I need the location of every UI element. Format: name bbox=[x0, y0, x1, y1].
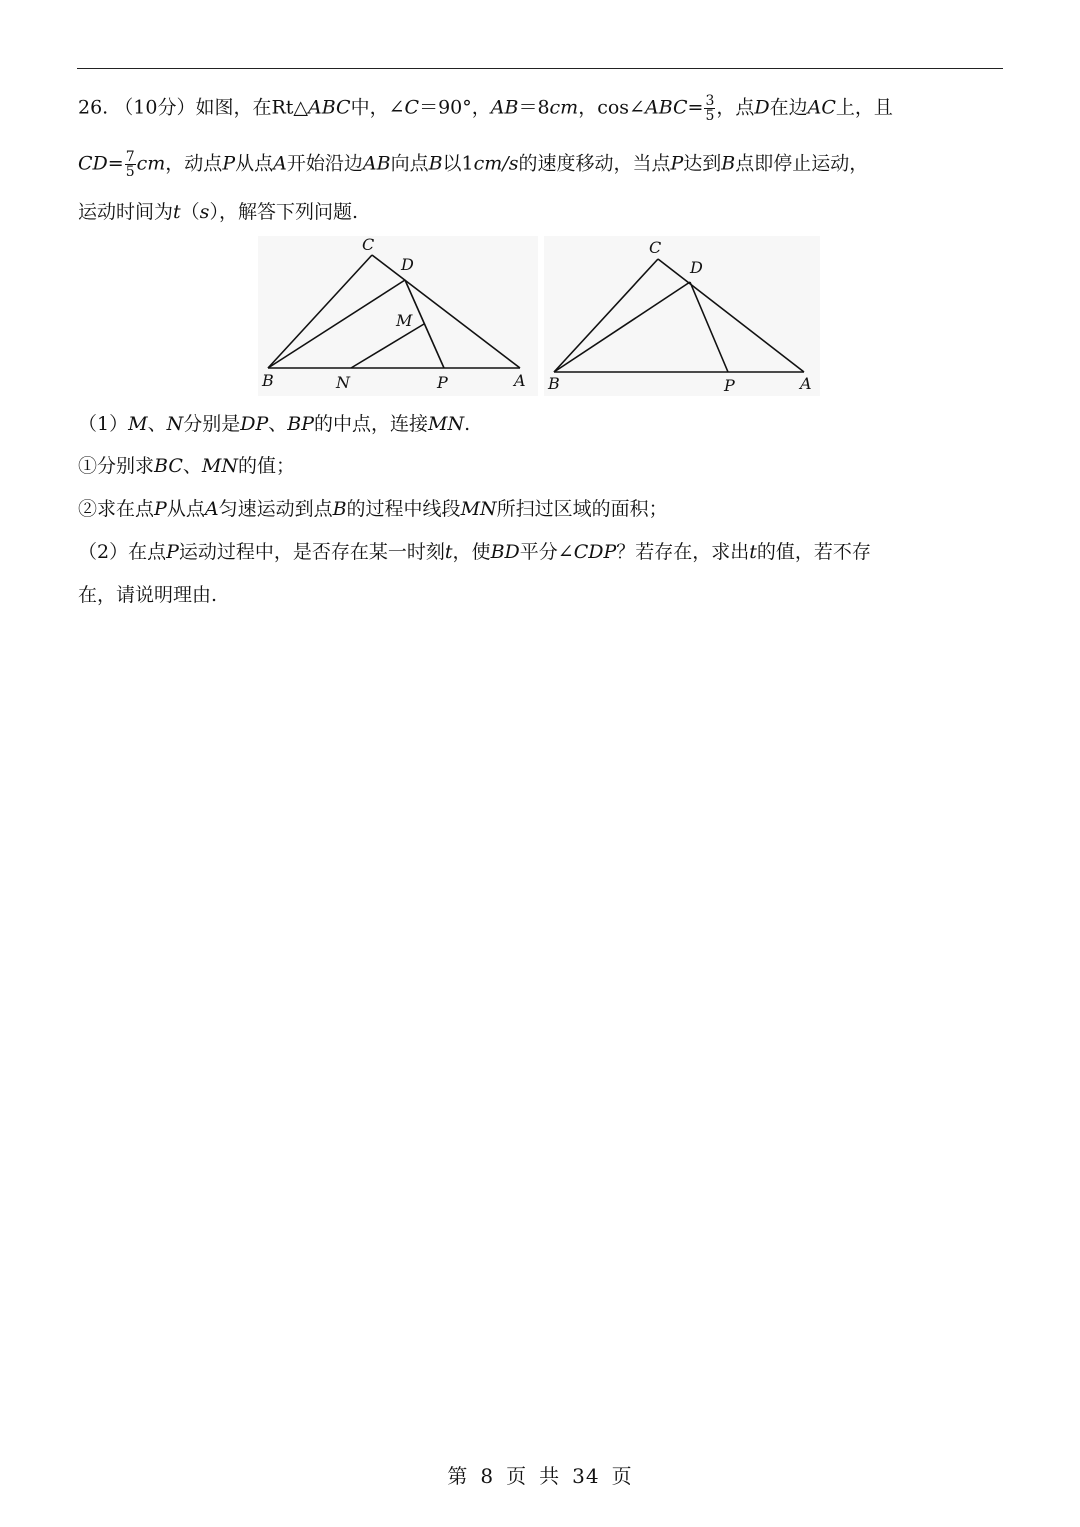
part2-line-1: （2）在点P运动过程中，是否存在某一时刻t，使BD平分∠CDP？若存在，求出t的值，若不存 bbox=[78, 541, 871, 563]
label-N: N bbox=[336, 373, 350, 392]
figure-right-svg bbox=[544, 236, 820, 396]
problem-number: 26. bbox=[78, 96, 109, 119]
segment-CA-right bbox=[658, 259, 804, 372]
header-rule bbox=[77, 68, 1003, 69]
part1-line: （1）M、N分别是DP、BP的中点，连接MN. bbox=[78, 413, 471, 435]
label-A-right: A bbox=[800, 374, 812, 393]
segment-BD-right bbox=[554, 282, 690, 372]
current-page: 8 bbox=[480, 1464, 495, 1488]
part2-line-2: 在，请说明理由. bbox=[78, 584, 218, 606]
part1-question-1: ①分别求BC、MN的值； bbox=[78, 455, 295, 477]
label-P-right: P bbox=[724, 376, 735, 395]
segment-CA bbox=[372, 255, 520, 368]
label-C-right: C bbox=[649, 238, 662, 257]
figure-left-svg bbox=[258, 236, 538, 396]
label-M: M bbox=[396, 311, 413, 330]
label-B: B bbox=[262, 371, 274, 390]
page-footer: 第 8 页 共 34 页 bbox=[447, 1464, 633, 1488]
label-P: P bbox=[437, 373, 448, 392]
figure-right bbox=[544, 236, 820, 396]
total-pages: 34 bbox=[572, 1464, 600, 1488]
label-C: C bbox=[362, 236, 375, 254]
label-D-right: D bbox=[690, 258, 703, 277]
label-B-right: B bbox=[548, 374, 560, 393]
fraction-7-5: $\frac{7}{5}$ bbox=[125, 149, 135, 180]
problem-line-3: 运动时间为t（s），解答下列问题. bbox=[78, 201, 358, 223]
part1-question-2: ②求在点P从点A匀速运动到点B的过程中线段MN所扫过区域的面积； bbox=[78, 498, 668, 520]
segment-BC-right bbox=[554, 259, 658, 372]
label-D: D bbox=[401, 255, 414, 274]
problem-line-1: 26. （10分）如图，在Rt△ABC中，∠C＝90°，AB＝8cm，cos∠ABC= $\frac{3}{5}$ ，点D在边AC上，且 bbox=[78, 93, 893, 124]
figure-left bbox=[258, 236, 538, 396]
label-A: A bbox=[514, 371, 526, 390]
segment-NM bbox=[351, 324, 424, 368]
segment-DP-right bbox=[690, 282, 728, 372]
fraction-3-5: $\frac{3}{5}$ bbox=[705, 93, 715, 124]
problem-line-2: CD= $\frac{7}{5}$ cm，动点P从点A开始沿边AB向点B以1cm/s的速度移动，当点P达到B点即停止运动， bbox=[78, 149, 869, 180]
problem-score: （10分） bbox=[114, 96, 196, 119]
